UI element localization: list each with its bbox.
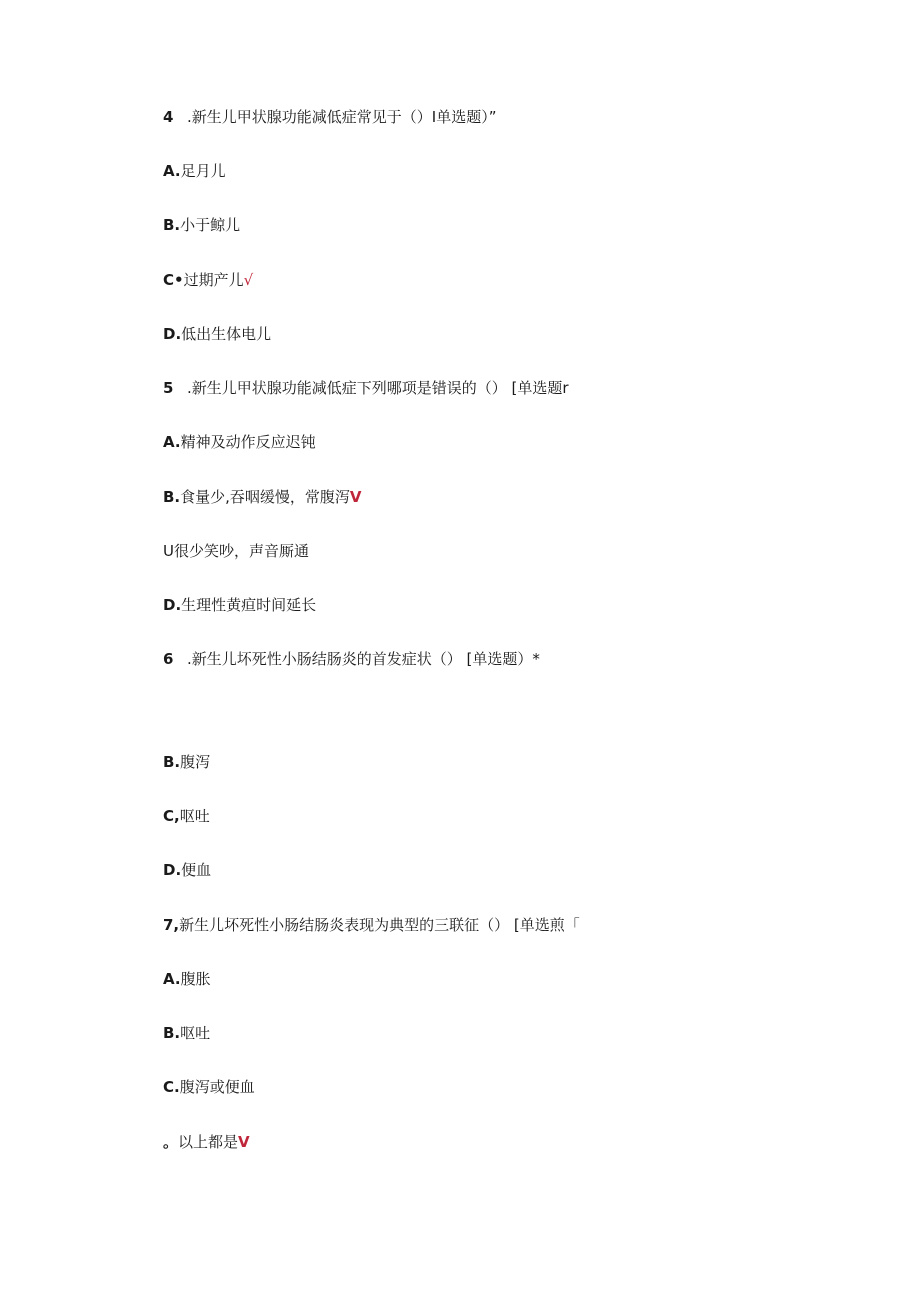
- option-letter: D.: [163, 325, 182, 343]
- option-text: 生理性黄疸时间延长: [181, 596, 317, 614]
- question-4-option-d: [163, 324, 271, 344]
- option-letter: D.: [163, 596, 182, 614]
- question-number: 6: [163, 650, 174, 668]
- question-number: 7,: [163, 916, 180, 934]
- option-text: 食量少,吞咽缓慢，常腹泻: [180, 488, 350, 506]
- question-7-option-d: [163, 1132, 250, 1152]
- question-number: 5: [163, 379, 174, 397]
- correct-answer-checkmark: V: [349, 488, 362, 506]
- option-text: 腹胀: [180, 970, 211, 988]
- correct-answer-checkmark: √: [243, 271, 254, 289]
- question-7-option-b: [163, 1023, 210, 1043]
- question-4-option-a: [163, 161, 226, 181]
- question-7-option-a: [163, 969, 211, 989]
- question-5-option-c: [163, 541, 309, 561]
- option-letter: B.: [163, 216, 181, 234]
- option-text: 足月儿: [180, 162, 226, 180]
- option-letter: B.: [163, 753, 181, 771]
- option-letter: D.: [163, 861, 182, 879]
- option-letter: A.: [163, 970, 181, 988]
- option-letter: A.: [163, 433, 181, 451]
- option-text: 低出生体电儿: [181, 325, 272, 343]
- question-4-stem: [163, 107, 496, 127]
- option-text: 便血: [181, 861, 212, 879]
- question-text: 新生儿坏死性小肠结肠炎表现为典型的三联征（） [单选煎「: [179, 916, 580, 934]
- question-6-option-d: [163, 860, 211, 880]
- correct-answer-checkmark: V: [238, 1133, 250, 1151]
- question-4-option-c: [163, 270, 253, 290]
- question-5-option-d: [163, 595, 316, 615]
- question-number: 4: [163, 108, 174, 126]
- option-text: 呕吐: [179, 807, 210, 825]
- option-text: 精神及动作反应迟钝: [180, 433, 316, 451]
- question-text: .新生儿甲状腺功能减低症下列哪项是错误的（） [单选题r: [187, 379, 569, 397]
- option-text: U很少笑吵，声音厮通: [163, 542, 309, 560]
- option-letter: B.: [163, 488, 181, 506]
- option-letter: B.: [163, 1024, 181, 1042]
- option-letter: 。: [163, 1133, 179, 1151]
- question-6-stem: [163, 649, 540, 669]
- option-text: 腹泻或便血: [179, 1078, 255, 1096]
- option-letter: C•: [163, 271, 184, 289]
- question-7-option-c: [163, 1077, 255, 1097]
- option-text: 腹泻: [180, 753, 211, 771]
- question-6-option-c: [163, 806, 210, 826]
- option-text: 以上都是: [178, 1133, 239, 1151]
- question-4-option-b: [163, 215, 240, 235]
- option-letter: A.: [163, 162, 181, 180]
- question-5-option-b: [163, 487, 362, 507]
- question-text: .新生儿坏死性小肠结肠炎的首发症状（） [单选题）*: [187, 650, 540, 668]
- option-text: 小于鲸儿: [180, 216, 241, 234]
- option-text: 呕吐: [180, 1024, 211, 1042]
- question-5-option-a: [163, 432, 316, 452]
- option-text: 过期产儿: [183, 271, 244, 289]
- question-text: .新生儿甲状腺功能减低症常见于（）I单选题）”: [187, 108, 497, 126]
- question-5-stem: [163, 378, 569, 398]
- question-7-stem: [163, 915, 580, 935]
- question-6-option-b: [163, 752, 210, 772]
- option-letter: C,: [163, 807, 180, 825]
- option-letter: C.: [163, 1078, 180, 1096]
